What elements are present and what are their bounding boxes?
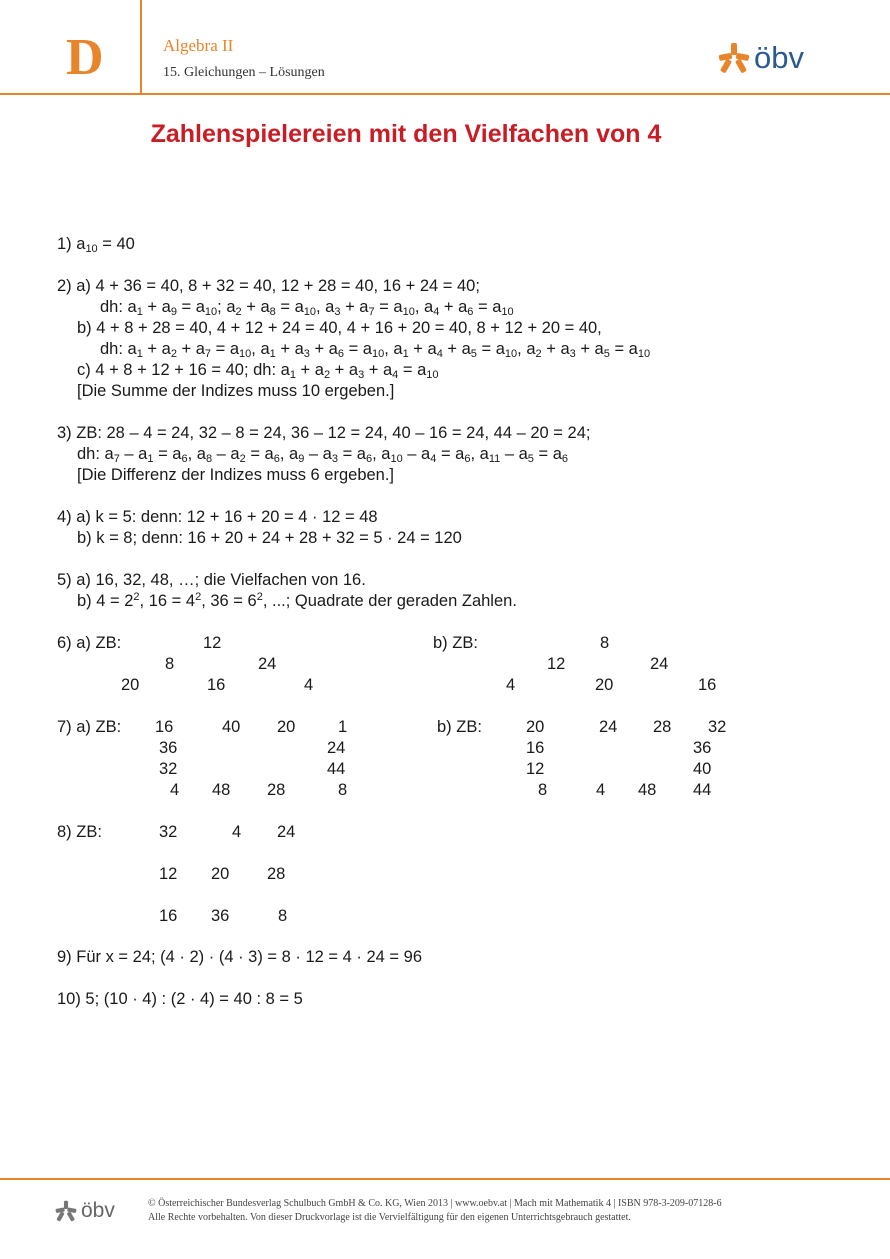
answer-2b-dh: dh: $a_1 + a_2 + a_7 = a_{10}$, $a_1 + a_3 + a_6 = a_{10}$, $a_1 + a_4 + a_5 = a_{10}$, $a_2 + a_3 + a_5 = a_{10}$ — [100, 340, 651, 360]
answer-6b-label: b) ZB: — [433, 634, 478, 652]
answer-3-dh: dh: $a_7 - a_1 = a_6$, $a_8 - a_2 = a_6$, $a_9 - a_3 = a_6$, $a_{10} - a_4 = a_6$, $a_{11} - a_5 = a_6$ — [77, 445, 569, 465]
grid-8-cell: 4 — [232, 823, 242, 841]
square-7b-cell: 16 — [526, 739, 545, 757]
grid-8-cell: 8 — [278, 907, 288, 925]
logo-wordmark: öbv — [754, 40, 804, 75]
answer-2a: 2) a) 4 + 36 = 40, 8 + 32 = 40, 12 + 28 = 40, 16 + 24 = 40; — [57, 277, 480, 295]
square-7b-cell: 48 — [638, 781, 657, 799]
section-letter: D — [66, 29, 104, 86]
star-logo-icon — [718, 42, 750, 74]
square-7a-cell: 20 — [277, 718, 296, 736]
answer-10: 10) 5; (10 · 4) : (2 · 4) = 40 : 8 = 5 — [57, 990, 303, 1008]
square-7a-cell: 48 — [212, 781, 231, 799]
header-divider-horizontal — [0, 93, 890, 95]
grid-8-cell: 32 — [159, 823, 178, 841]
square-7a-cell: 1 — [338, 718, 348, 736]
star-logo-icon — [55, 1200, 77, 1222]
answer-2a-dh: dh: $a_1 + a_9 = a_{10}$; $a_2 + a_8 = a_{10}$, $a_3 + a_7 = a_{10}$, $a_4 + a_6 = a_{10}$ — [100, 298, 514, 318]
answer-2b: b) 4 + 8 + 28 = 40, 4 + 12 + 24 = 40, 4 + 16 + 20 = 40, 8 + 12 + 20 = 40, — [77, 319, 602, 337]
square-7b-cell: 36 — [693, 739, 712, 757]
triangle-6a-cell: 8 — [165, 655, 175, 673]
square-7a-cell: 36 — [159, 739, 178, 757]
square-7b-cell: 4 — [596, 781, 606, 799]
answer-5b: b) $4 = 2^2$, $16 = 4^2$, $36 = 6^2$, ...; Quadrate der geraden Zahlen. — [77, 591, 517, 610]
square-7b-cell: 40 — [693, 760, 712, 778]
square-7a-cell: 4 — [170, 781, 180, 799]
answer-3: 3) ZB: 28 – 4 = 24, 32 – 8 = 24, 36 – 12 = 24, 40 – 16 = 24, 44 – 20 = 24; — [57, 424, 591, 442]
grid-8-cell: 28 — [267, 865, 286, 883]
chapter-title: 15. Gleichungen – Lösungen — [163, 65, 325, 80]
triangle-6b-cell: 24 — [650, 655, 669, 673]
triangle-6b-cell: 4 — [506, 676, 516, 694]
footer-logo — [55, 1199, 115, 1223]
square-7b-cell: 20 — [526, 718, 545, 736]
grid-8-cell: 16 — [159, 907, 178, 925]
triangle-6a-cell: 16 — [207, 676, 226, 694]
square-7a-cell: 28 — [267, 781, 286, 799]
square-7a-cell: 24 — [327, 739, 346, 757]
square-7b-cell: 44 — [693, 781, 712, 799]
answer-1: 1) $a_{10} = 40$ — [57, 235, 135, 255]
grid-8-cell: 20 — [211, 865, 230, 883]
answer-2-note: [Die Summe der Indizes muss 10 ergeben.] — [77, 382, 395, 400]
triangle-6b-cell: 12 — [547, 655, 566, 673]
answer-7b-label: b) ZB: — [437, 718, 482, 736]
answer-8-label: 8) ZB: — [57, 823, 102, 841]
answer-2c: c) 4 + 8 + 12 + 16 = 40; dh: $a_1 + a_2 + a_3 + a_4 = a_{10}$ — [77, 361, 439, 381]
footer-divider — [0, 1178, 890, 1180]
grid-8-cell: 24 — [277, 823, 296, 841]
answer-9: 9) Für x = 24; (4 · 2) · (4 · 3) = 8 · 12 = 4 · 24 = 96 — [57, 948, 422, 966]
triangle-6b-cell: 8 — [600, 634, 610, 652]
answer-4b: b) k = 8; denn: 16 + 20 + 24 + 28 + 32 = 5 · 24 = 120 — [77, 529, 462, 547]
square-7b-cell: 8 — [538, 781, 548, 799]
answer-7a-label: 7) a) ZB: — [57, 718, 122, 736]
triangle-6b-cell: 16 — [698, 676, 717, 694]
square-7a-cell: 16 — [155, 718, 174, 736]
triangle-6a-cell: 12 — [203, 634, 222, 652]
answer-3-note: [Die Differenz der Indizes muss 6 ergeben.] — [77, 466, 395, 484]
triangle-6a-cell: 20 — [121, 676, 140, 694]
page-title: Zahlenspielereien mit den Vielfachen von 4 — [150, 120, 662, 148]
square-7b-cell: 12 — [526, 760, 545, 778]
square-7b-cell: 28 — [653, 718, 672, 736]
answer-5a: 5) a) 16, 32, 48, …; die Vielfachen von 16. — [57, 571, 366, 589]
answer-6a-label: 6) a) ZB: — [57, 634, 122, 652]
square-7a-cell: 32 — [159, 760, 178, 778]
subject-title: Algebra II — [163, 36, 234, 55]
footer-copyright — [148, 1197, 722, 1225]
header-divider-vertical — [140, 0, 142, 93]
square-7a-cell: 44 — [327, 760, 346, 778]
triangle-6a-cell: 24 — [258, 655, 277, 673]
grid-8-cell: 12 — [159, 865, 178, 883]
footer-logo-wordmark: öbv — [81, 1199, 115, 1222]
grid-8-cell: 36 — [211, 907, 230, 925]
publisher-logo — [718, 40, 804, 76]
square-7b-cell: 32 — [708, 718, 727, 736]
footer-line-1: © Österreichischer Bundesverlag Schulbuch GmbH & Co. KG, Wien 2013 | www.oebv.at | Mach mit Mathematik 4 | ISBN 978-3-209-07128-6 — [148, 1198, 722, 1209]
triangle-6b-cell: 20 — [595, 676, 614, 694]
square-7b-cell: 24 — [599, 718, 618, 736]
triangle-6a-cell: 4 — [304, 676, 314, 694]
square-7a-cell: 40 — [222, 718, 241, 736]
square-7a-cell: 8 — [338, 781, 348, 799]
footer-line-2: Alle Rechte vorbehalten. Von dieser Druckvorlage ist die Vervielfältigung für den eigenen Unterrichtsgebrauch gestattet. — [148, 1212, 631, 1223]
answer-4a: 4) a) k = 5: denn: 12 + 16 + 20 = 4 · 12 = 48 — [57, 508, 378, 526]
